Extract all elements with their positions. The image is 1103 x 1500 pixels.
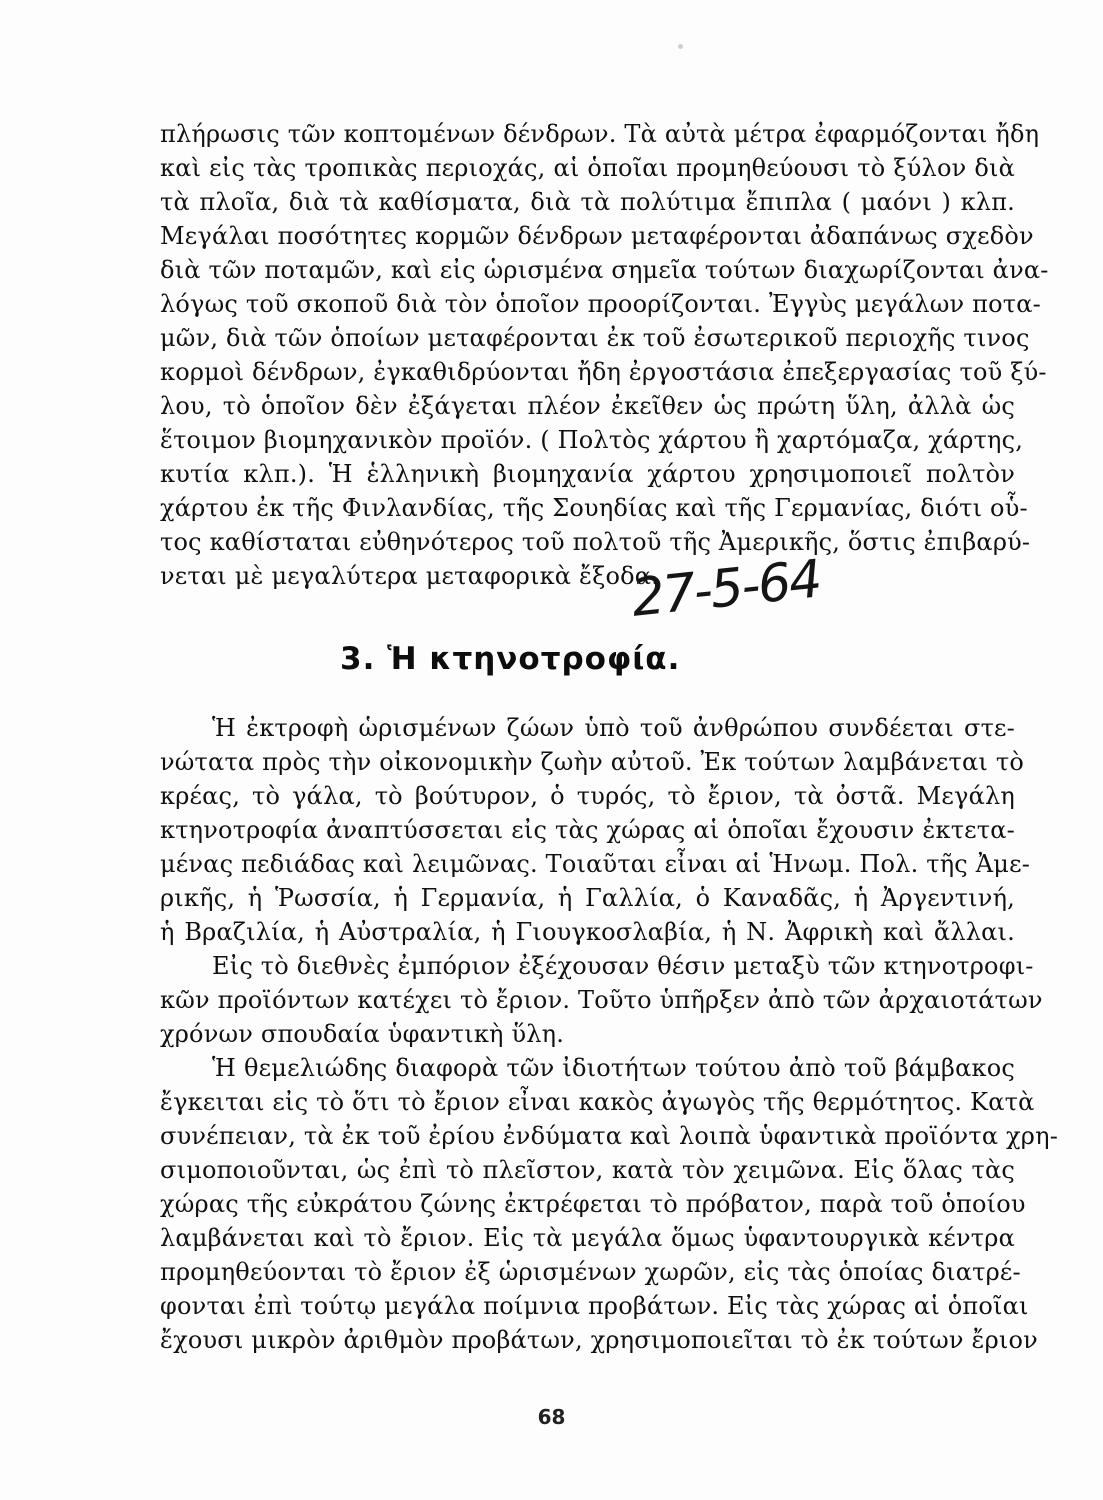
text-line: συνέπειαν, τὰ ἐκ τοῦ ἐρίου ἐνδύματα καὶ λοιπὰ ὑφαντικὰ προϊόντα χρη- xyxy=(160,1122,1059,1150)
text-line: διὰ τῶν ποταμῶν, καὶ εἰς ὡρισμένα σημεῖα τούτων διαχωρίζονται ἀνα- xyxy=(160,256,1049,284)
text-line: πλήρωσις τῶν κοπτομένων δένδρων. Τὰ αὐτὰ μέτρα ἐφαρμόζονται ἤδη xyxy=(160,120,1040,148)
text-line: προμηθεύονται τὸ ἔριον ἐξ ὡρισμένων χωρῶν, εἰς τὰς ὁποίας διατρέ- xyxy=(160,1258,1021,1286)
text-line: λου, τὸ ὁποῖον δὲν ἐξάγεται πλέον ἐκεῖθεν ὡς πρώτη ὕλη, ἀλλὰ ὡς xyxy=(160,392,1015,420)
text-line: φονται ἐπὶ τούτῳ μεγάλα ποίμνια προβάτων. Εἰς τὰς χώρας αἱ ὁποῖαι xyxy=(160,1292,1029,1320)
text-line: μῶν, διὰ τῶν ὁποίων μεταφέρονται ἐκ τοῦ ἐσωτερικοῦ περιοχῆς τινος xyxy=(160,324,1030,352)
text-line: ρικῆς, ἡ Ῥωσσία, ἡ Γερμανία, ἡ Γαλλία, ὁ Καναδᾶς, ἡ Ἀργεντινή, xyxy=(160,884,1015,912)
text-line: ἕτοιμον βιομηχανικὸν προϊόν. ( Πολτὸς χάρτου ἢ χαρτόμαζα, χάρτης, xyxy=(160,426,1024,454)
text-line: κῶν προϊόντων κατέχει τὸ ἔριον. Τοῦτο ὑπῆρξεν ἀπὸ τῶν ἀρχαιοτάτων xyxy=(160,986,1043,1014)
page-number: 68 xyxy=(537,1405,566,1429)
paper-speck xyxy=(678,44,683,49)
paragraph-timber xyxy=(160,117,1049,593)
handwritten-date-note: 27-5-64 xyxy=(628,549,824,629)
text-line: τος καθίσταται εὐθηνότερος τοῦ πολτοῦ τῆς Ἀμερικῆς, ὅστις ἐπιβαρύ- xyxy=(160,528,1031,556)
text-line: ἡ Βραζιλία, ἡ Αὐστραλία, ἡ Γιουγκοσλαβία, ἡ Ν. Ἀφρικὴ καὶ ἄλλαι. xyxy=(160,918,1015,946)
text-line: λαμβάνεται καὶ τὸ ἔριον. Εἰς τὰ μεγάλα ὅμως ὑφαντουργικὰ κέντρα xyxy=(160,1224,1015,1252)
text-line: τὰ πλοῖα, διὰ τὰ καθίσματα, διὰ τὰ πολύτιμα ἔπιπλα ( μαόνι ) κλπ. xyxy=(160,188,1015,216)
paragraph-livestock xyxy=(160,711,1059,1357)
text-line: κυτία κλπ.). Ἡ ἑλληνικὴ βιομηχανία χάρτου χρησιμοποιεῖ πολτὸν xyxy=(160,460,1015,488)
text-line: χώρας τῆς εὐκράτου ζώνης ἐκτρέφεται τὸ πρόβατον, παρὰ τοῦ ὁποίου xyxy=(160,1190,1026,1218)
text-line: Ἡ θεμελιώδης διαφορὰ τῶν ἰδιοτήτων τούτου ἀπὸ τοῦ βάμβακος xyxy=(212,1054,1015,1082)
text-line: Ἡ ἐκτροφὴ ὡρισμένων ζώων ὑπὸ τοῦ ἀνθρώπου συνδέεται στε- xyxy=(212,714,1015,742)
text-line: σιμοποιοῦνται, ὡς ἐπὶ τὸ πλεῖστον, κατὰ τὸν χειμῶνα. Εἰς ὅλας τὰς xyxy=(160,1156,1015,1184)
text-line: ἔχουσι μικρὸν ἀριθμὸν προβάτων, χρησιμοποιεῖται τὸ ἐκ τούτων ἔριον xyxy=(160,1326,1038,1354)
text-line: Μεγάλαι ποσότητες κορμῶν δένδρων μεταφέρονται ἀδαπάνως σχεδὸν xyxy=(160,222,1034,250)
text-line: κτηνοτροφία ἀναπτύσσεται εἰς τὰς χώρας αἱ ὁποῖαι ἔχουσιν ἐκτετα- xyxy=(160,816,1015,844)
text-line: μένας πεδιάδας καὶ λειμῶνας. Τοιαῦται εἶναι αἱ Ἡνωμ. Πολ. τῆς Ἀμε- xyxy=(160,850,1031,878)
text-line: κρέας, τὸ γάλα, τὸ βούτυρον, ὁ τυρός, τὸ ἔριον, τὰ ὀστᾶ. Μεγάλη xyxy=(160,782,1015,810)
text-line: χρόνων σπουδαία ὑφαντικὴ ὕλη. xyxy=(160,1020,565,1048)
text-line: νεται μὲ μεγαλύτερα μεταφορικὰ ἔξοδα. xyxy=(160,562,660,590)
text-line: Εἰς τὸ διεθνὲς ἐμπόριον ἐξέχουσαν θέσιν μεταξὺ τῶν κτηνοτροφι- xyxy=(212,952,1034,980)
text-line: καὶ εἰς τὰς τροπικὰς περιοχάς, αἱ ὁποῖαι προμηθεύουσι τὸ ξύλον διὰ xyxy=(160,154,1015,182)
section-heading: 3. Ἡ κτηνοτροφία. xyxy=(340,641,681,677)
text-line: λόγως τοῦ σκοποῦ διὰ τὸν ὁποῖον προορίζονται. Ἐγγὺς μεγάλων ποτα- xyxy=(160,290,1041,318)
text-line: κορμοὶ δένδρων, ἐγκαθιδρύονται ἤδη ἐργοστάσια ἐπεξεργασίας τοῦ ξύ- xyxy=(160,358,1047,386)
text-line: ἔγκειται εἰς τὸ ὅτι τὸ ἔριον εἶναι κακὸς ἀγωγὸς τῆς θερμότητος. Κατὰ xyxy=(160,1088,1035,1116)
text-line: χάρτου ἐκ τῆς Φινλανδίας, τῆς Σουηδίας καὶ τῆς Γερμανίας, διότι οὗ- xyxy=(160,494,1028,522)
text-line: νώτατα πρὸς τὴν οἰκονομικὴν ζωὴν αὐτοῦ. Ἐκ τούτων λαμβάνεται τὸ xyxy=(160,748,1024,776)
